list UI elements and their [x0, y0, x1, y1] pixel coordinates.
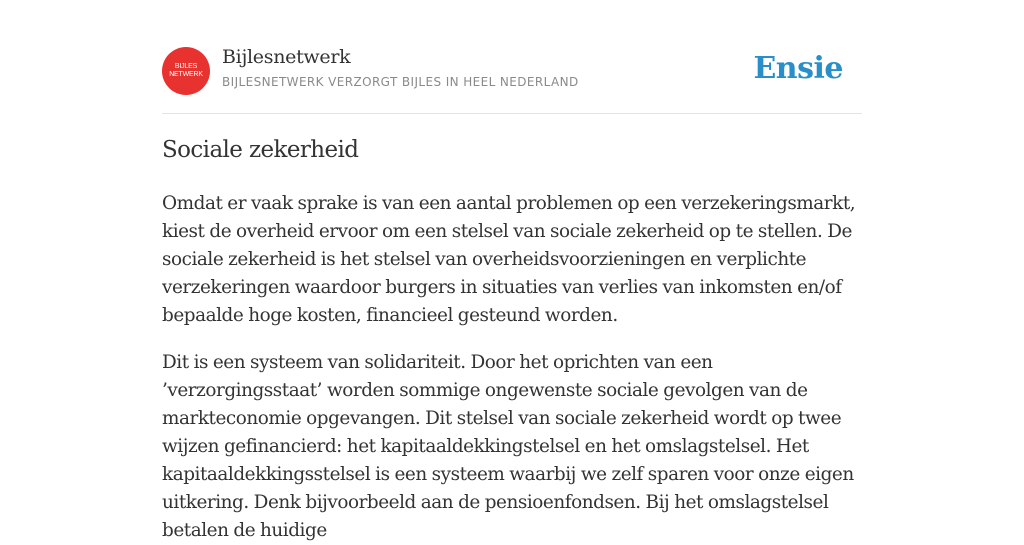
site-name-link[interactable]: Bijlesnetwerk	[222, 46, 351, 68]
content-container	[162, 0, 862, 541]
logo-text-line2: NETWERK	[169, 71, 203, 78]
ensie-brand-logo[interactable]: Ensie	[753, 51, 843, 86]
site-header	[162, 0, 862, 114]
site-tagline: BIJLESNETWERK VERZORGT BIJLES IN HEEL NEDERLAND	[222, 75, 579, 89]
article-paragraph: Omdat er vaak sprake is van een aantal problemen op een verzekeringsmarkt, kiest de overheid ervoor om een stelsel van sociale zekerheid op te stellen. De sociale zekerheid is het stelsel van overheidsvoorzieningen en verplichte verzekeringen waardoor burgers in situaties van verlies van inkomsten en/of bepaalde hoge kosten, financieel gesteund worden.	[162, 193, 856, 326]
article-paragraph: Dit is een systeem van solidariteit. Door het oprichten van een ’verzorgingsstaat’ worden sommige ongewenste sociale gevolgen van de markteconomie opgevangen. Dit stelsel van sociale zekerheid wordt op twee wijzen gefinancierd: het kapitaaldekkingstelsel en het omslagstelsel. Het kapitaaldekkingsstelsel is een systeem waarbij we zelf sparen voor onze eigen uitkering. Denk bijvoorbeeld aan de pensioenfondsen. Bij het omslagstelsel betalen de huidige	[162, 352, 854, 541]
logo-text-line1: BIJLES	[174, 63, 198, 70]
bijlesnetwerk-logo[interactable]	[162, 47, 210, 95]
article-title: Sociale zekerheid	[162, 137, 359, 163]
